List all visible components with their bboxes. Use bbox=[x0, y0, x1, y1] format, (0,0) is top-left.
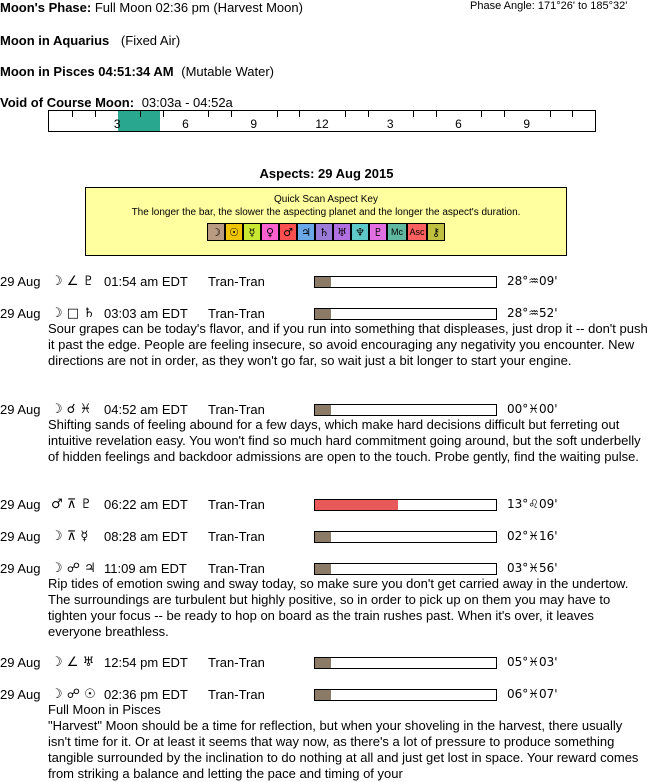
aspect-description-line: Sour grapes can be today's flavor, and if you run into something that displeases, just drop it -- don't push it past the edge. People are feeling insecure, so avoid encouraging any negativity you encounter. New directions are not in order, as they won't go far, so wait just a bit longer to start your engine. bbox=[48, 321, 648, 368]
aspect-position: 28°♒52' bbox=[507, 306, 558, 320]
aspect-glyph: ☽ ∠ ♅ bbox=[51, 655, 95, 670]
aspect-type: Tran-Tran bbox=[208, 402, 265, 417]
aspect-duration-fill bbox=[315, 690, 331, 700]
timeline-label: 6 bbox=[455, 117, 462, 131]
aspect-description-line: "Harvest" Moon should be a time for reflection, but when your shoveling in the harvest, there usually isn't time for it. Or at least it seems that way now, as there's a lot of pressure to produce something tangible surrounded by the inclination to do nothing at all and just get lost in space. Your reward comes from striking a balance and letting the pace and timing of your bbox=[48, 718, 639, 781]
aspect-position: 28°♒09' bbox=[507, 274, 558, 288]
void-of-course-timeline bbox=[48, 110, 596, 132]
voc-label: Void of Course Moon: bbox=[0, 95, 135, 110]
aspect-row bbox=[0, 687, 653, 703]
aspect-date: 29 Aug bbox=[0, 561, 41, 576]
aspect-date: 29 Aug bbox=[0, 687, 41, 702]
aspect-duration-bar bbox=[314, 276, 497, 288]
aspect-row bbox=[0, 655, 653, 671]
aspect-description bbox=[48, 702, 648, 782]
aspect-duration-fill bbox=[315, 500, 398, 510]
key-glyph-icon: ♃ bbox=[297, 223, 315, 241]
moon-sign-1-label: Moon in Aquarius bbox=[0, 33, 110, 48]
aspect-duration-fill bbox=[315, 658, 331, 668]
aspect-type: Tran-Tran bbox=[208, 274, 265, 289]
aspect-row bbox=[0, 306, 653, 322]
moon-sign-1-value: (Fixed Air) bbox=[120, 33, 181, 48]
timeline-tick bbox=[436, 111, 437, 117]
timeline-tick bbox=[504, 111, 505, 117]
key-subtitle: The longer the bar, the slower the aspecting planet and the longer the aspect's duration. bbox=[131, 207, 521, 218]
aspect-row bbox=[0, 561, 653, 577]
aspect-date: 29 Aug bbox=[0, 529, 41, 544]
key-glyph-icon: ☉ bbox=[225, 223, 243, 241]
aspect-time: 08:28 am EDT bbox=[104, 529, 188, 544]
aspect-glyph: ☽ ☌ ♓ bbox=[51, 402, 92, 417]
aspect-position: 00°♓00' bbox=[507, 402, 558, 416]
aspect-duration-bar bbox=[314, 563, 497, 575]
voc-line bbox=[0, 95, 233, 110]
timeline-label: 6 bbox=[182, 117, 189, 131]
key-glyph-icon: ☽ bbox=[207, 223, 225, 241]
aspect-position: 02°♓16' bbox=[507, 529, 558, 543]
timeline-label: 3 bbox=[113, 117, 121, 131]
aspect-date: 29 Aug bbox=[0, 274, 41, 289]
timeline-tick bbox=[231, 111, 232, 117]
timeline-label: 9 bbox=[523, 117, 531, 131]
aspect-glyph: ☽ ☍ ☉ bbox=[51, 687, 96, 702]
key-glyph-strip bbox=[207, 223, 445, 241]
aspect-time: 06:22 am EDT bbox=[104, 497, 188, 512]
aspect-time: 02:36 pm EDT bbox=[104, 687, 188, 702]
aspect-time: 11:09 am EDT bbox=[104, 561, 187, 576]
key-glyph-icon: ♂ bbox=[279, 223, 297, 241]
aspect-glyph: ☽ □ ♄ bbox=[51, 306, 95, 321]
aspect-glyph: ☽ ∠ ♇ bbox=[51, 274, 95, 289]
aspect-duration-bar bbox=[314, 531, 497, 543]
aspect-time: 12:54 pm EDT bbox=[104, 655, 188, 670]
moons-phase-value: Full Moon 02:36 pm (Harvest Moon) bbox=[94, 0, 303, 15]
moon-sign-2-label: Moon in Pisces 04:51:34 AM bbox=[0, 64, 174, 79]
key-glyph-icon: ♅ bbox=[333, 223, 351, 241]
key-glyph-icon: Mc bbox=[387, 223, 407, 241]
aspect-type: Tran-Tran bbox=[208, 655, 265, 670]
aspect-duration-bar bbox=[314, 657, 497, 669]
aspect-glyph: ☽ ☍ ♃ bbox=[51, 561, 96, 576]
aspect-row bbox=[0, 497, 653, 513]
aspect-description-line: Full Moon in Pisces bbox=[48, 702, 161, 717]
quick-scan-aspect-key bbox=[85, 187, 567, 256]
key-title: Quick Scan Aspect Key bbox=[274, 194, 378, 205]
key-glyph-icon: ☿ bbox=[243, 223, 261, 241]
timeline-tick bbox=[95, 111, 96, 117]
timeline-label: 9 bbox=[250, 117, 258, 131]
aspect-glyph: ☽ ⊼ ☿ bbox=[51, 529, 89, 544]
timeline-tick bbox=[368, 111, 369, 117]
timeline-tick bbox=[72, 111, 73, 117]
timeline-tick bbox=[572, 111, 573, 117]
aspect-type: Tran-Tran bbox=[208, 687, 265, 702]
moons-phase-label: Moon's Phase: bbox=[0, 0, 92, 15]
aspect-date: 29 Aug bbox=[0, 306, 41, 321]
moons-phase-line bbox=[0, 0, 303, 15]
moon-sign-2-value: (Mutable Water) bbox=[181, 64, 274, 79]
key-glyph-icon: ♀ bbox=[261, 223, 279, 241]
aspect-position: 13°♌09' bbox=[507, 497, 558, 511]
timeline-tick bbox=[277, 111, 278, 117]
aspect-glyph: ♂ ⊼ ♇ bbox=[51, 497, 93, 512]
moon-sign-2-line bbox=[0, 64, 274, 79]
key-glyph-icon: ♄ bbox=[315, 223, 333, 241]
voc-value: 03:03a - 04:52a bbox=[141, 95, 233, 110]
aspects-title: Aspects: 29 Aug 2015 bbox=[259, 166, 394, 181]
aspect-duration-bar bbox=[314, 689, 497, 701]
aspect-description-line: Rip tides of emotion swing and sway today, so make sure you don't get carried away in the undertow. The surroundings are turbulent but highly positive, so in order to pick up on them you may have to tighten your focus -- be ready to hop on board as the train rushes past. When it's over, it leaves everyone breathless. bbox=[48, 576, 629, 639]
aspect-description-line: Shifting sands of feeling abound for a few days, which make hard decisions difficult but ferreting out intuitive revelation easy. You won't find so much hard commitment going around, but the soft underbelly of hidden feelings and backdoor admissions are open to the touch. Probe gently, find the waiting pulse. bbox=[48, 417, 641, 464]
aspect-description bbox=[48, 321, 648, 369]
aspect-type: Tran-Tran bbox=[208, 497, 265, 512]
key-glyph-icon: ♆ bbox=[351, 223, 369, 241]
aspect-duration-fill bbox=[315, 532, 331, 542]
aspect-description bbox=[48, 417, 648, 465]
aspect-duration-bar bbox=[314, 404, 497, 416]
aspect-date: 29 Aug bbox=[0, 402, 41, 417]
key-glyph-icon: Asc bbox=[407, 223, 427, 241]
key-glyph-icon: ⚷ bbox=[427, 223, 445, 241]
aspect-time: 03:03 am EDT bbox=[104, 306, 188, 321]
timeline-tick bbox=[208, 111, 209, 117]
aspect-duration-fill bbox=[315, 277, 331, 287]
aspect-row bbox=[0, 274, 653, 290]
aspect-duration-bar bbox=[314, 499, 497, 511]
timeline-tick bbox=[163, 111, 164, 117]
aspect-position: 05°♓03' bbox=[507, 655, 558, 669]
moon-sign-1-line bbox=[0, 33, 180, 48]
timeline-tick bbox=[345, 111, 346, 117]
aspect-time: 01:54 am EDT bbox=[104, 274, 188, 289]
timeline-tick bbox=[550, 111, 551, 117]
aspect-duration-bar bbox=[314, 308, 497, 320]
aspect-description bbox=[48, 576, 648, 640]
aspect-type: Tran-Tran bbox=[208, 561, 265, 576]
timeline-tick bbox=[140, 111, 141, 117]
aspect-duration-fill bbox=[315, 564, 331, 574]
timeline-tick bbox=[481, 111, 482, 117]
aspect-time: 04:52 am EDT bbox=[104, 402, 188, 417]
aspect-duration-fill bbox=[315, 405, 331, 415]
aspect-row bbox=[0, 529, 653, 545]
aspect-position: 06°♓07' bbox=[507, 687, 558, 701]
aspect-type: Tran-Tran bbox=[208, 529, 265, 544]
timeline-tick bbox=[299, 111, 300, 117]
timeline-label: 12 bbox=[315, 117, 329, 131]
aspect-type: Tran-Tran bbox=[208, 306, 265, 321]
timeline-tick bbox=[413, 111, 414, 117]
aspect-date: 29 Aug bbox=[0, 655, 41, 670]
aspect-date: 29 Aug bbox=[0, 497, 41, 512]
aspect-row bbox=[0, 402, 653, 418]
aspect-duration-fill bbox=[315, 309, 331, 319]
key-glyph-icon: ♇ bbox=[369, 223, 387, 241]
phase-angle: Phase Angle: 171°26' to 185°32' bbox=[470, 0, 628, 12]
timeline-label: 3 bbox=[386, 117, 394, 131]
aspect-position: 03°♓56' bbox=[507, 561, 558, 575]
